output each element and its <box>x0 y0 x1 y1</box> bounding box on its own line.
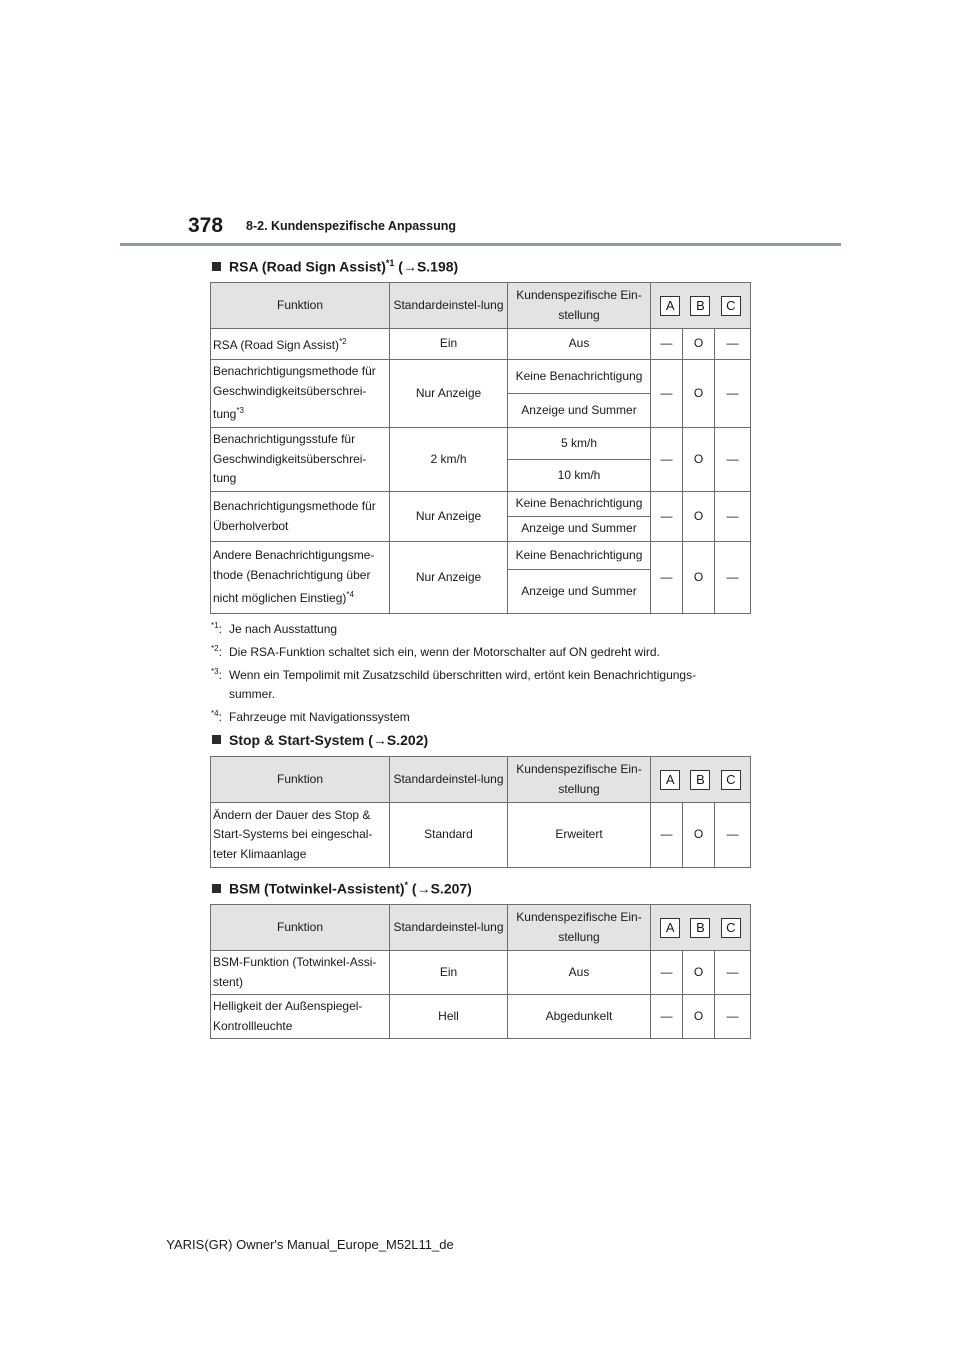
box-a: A <box>660 770 680 790</box>
mark-b: O <box>683 360 715 428</box>
table-rsa <box>210 282 751 614</box>
footnote-2: $^{*2}$: Die RSA-Funktion schaltet sich ein, wenn der Motorschalter auf ON gedreht wird. <box>211 644 660 659</box>
table-row <box>211 803 751 868</box>
square-bullet-icon <box>212 884 221 893</box>
func-cell: Benachrichtigungsmethode für Überholverbot <box>211 492 390 542</box>
option-cell: Keine Benachrichtigung <box>508 542 651 570</box>
square-bullet-icon <box>212 262 221 271</box>
box-c: C <box>721 918 741 938</box>
col-header-funktion: Funktion <box>211 905 390 951</box>
mark-c: — <box>715 542 751 614</box>
box-a: A <box>660 296 680 316</box>
box-c: C <box>721 296 741 316</box>
mark-c: — <box>715 995 751 1039</box>
box-a: A <box>660 918 680 938</box>
table-bsm <box>210 904 751 1039</box>
func-cell: RSA (Road Sign Assist)$^{*2}$ <box>211 329 390 360</box>
mark-b: O <box>683 329 715 360</box>
default-cell: Nur Anzeige <box>390 492 508 542</box>
table-row <box>211 329 751 360</box>
option-cell: Keine Benachrichtigung <box>508 492 651 517</box>
mark-a: — <box>651 428 683 492</box>
option-cell: Erweitert <box>508 803 651 868</box>
section-title-stop-start: Stop & Start-System (→S.202) <box>212 732 428 748</box>
abc-boxes <box>651 296 750 316</box>
default-cell: Ein <box>390 329 508 360</box>
default-cell: Hell <box>390 995 508 1039</box>
col-header-funktion: Funktion <box>211 757 390 803</box>
mark-c: — <box>715 951 751 995</box>
header-divider <box>120 243 841 246</box>
col-header-custom: Kundenspezifische Ein-stellung <box>508 905 651 951</box>
mark-b: O <box>683 995 715 1039</box>
box-b: B <box>690 918 710 938</box>
option-cell: Abgedunkelt <box>508 995 651 1039</box>
mark-a: — <box>651 360 683 428</box>
option-cell: 5 km/h <box>508 428 651 460</box>
mark-a: — <box>651 951 683 995</box>
option-cell: Keine Benachrichtigung <box>508 360 651 394</box>
box-c: C <box>721 770 741 790</box>
section-title-bsm: BSM (Totwinkel-Assistent)* (→S.207) <box>212 880 472 897</box>
table-row <box>211 360 751 394</box>
option-cell: 10 km/h <box>508 460 651 492</box>
square-bullet-icon <box>212 735 221 744</box>
col-header-custom: Kundenspezifische Ein-stellung <box>508 283 651 329</box>
box-b: B <box>690 770 710 790</box>
box-b: B <box>690 296 710 316</box>
mark-c: — <box>715 428 751 492</box>
func-cell: Helligkeit der Außenspiegel-Kontrollleuchte <box>211 995 390 1039</box>
footnote-4: $^{*4}$: Fahrzeuge mit Navigationssystem <box>211 709 410 724</box>
table-row <box>211 995 751 1039</box>
default-cell: Nur Anzeige <box>390 542 508 614</box>
default-cell: 2 km/h <box>390 428 508 492</box>
option-cell: Aus <box>508 951 651 995</box>
option-cell: Aus <box>508 329 651 360</box>
col-header-funktion: Funktion <box>211 283 390 329</box>
mark-c: — <box>715 329 751 360</box>
option-cell: Anzeige und Summer <box>508 517 651 542</box>
table-row <box>211 542 751 570</box>
mark-a: — <box>651 542 683 614</box>
footnote-3: $^{*3}$: Wenn ein Tempolimit mit Zusatzschild überschritten wird, ertönt kein Benachrichtigungs- summer. <box>211 667 697 701</box>
mark-a: — <box>651 995 683 1039</box>
section-title-rsa: RSA (Road Sign Assist)$^{*1}$ (→S.198) <box>212 258 458 275</box>
mark-a: — <box>651 803 683 868</box>
mark-c: — <box>715 492 751 542</box>
mark-b: O <box>683 492 715 542</box>
mark-b: O <box>683 542 715 614</box>
mark-c: — <box>715 360 751 428</box>
func-cell: BSM-Funktion (Totwinkel-Assi-stent) <box>211 951 390 995</box>
col-header-standard: Standardeinstel-lung <box>390 283 508 329</box>
table-row <box>211 428 751 460</box>
mark-b: O <box>683 428 715 492</box>
mark-b: O <box>683 803 715 868</box>
mark-c: — <box>715 803 751 868</box>
table-header-row <box>211 757 751 803</box>
abc-boxes <box>651 770 750 790</box>
default-cell: Nur Anzeige <box>390 360 508 428</box>
option-cell: Anzeige und Summer <box>508 570 651 614</box>
func-cell: Ändern der Dauer des Stop & Start-Systems bei eingeschal-teter Klimaanlage <box>211 803 390 868</box>
func-cell: Benachrichtigungsstufe für Geschwindigkeitsüberschrei-tung <box>211 428 390 492</box>
table-header-row <box>211 905 751 951</box>
col-header-standard: Standardeinstel-lung <box>390 757 508 803</box>
mark-a: — <box>651 492 683 542</box>
page-number: 378 <box>188 214 224 237</box>
footer-manual-id: YARIS(GR) Owner's Manual_Europe_M52L11_de <box>166 1237 454 1252</box>
default-cell: Standard <box>390 803 508 868</box>
table-stop-start <box>210 756 751 868</box>
default-cell: Ein <box>390 951 508 995</box>
func-cell: Andere Benachrichtigungsme-thode (Benachrichtigung über nicht möglichen Einstieg)$^{*4}$ <box>211 542 390 614</box>
mark-a: — <box>651 329 683 360</box>
table-row <box>211 951 751 995</box>
col-header-custom: Kundenspezifische Ein-stellung <box>508 757 651 803</box>
mark-b: O <box>683 951 715 995</box>
table-row <box>211 492 751 517</box>
abc-boxes <box>651 918 750 938</box>
col-header-standard: Standardeinstel-lung <box>390 905 508 951</box>
footnote-1: $^{*1}$: Je nach Ausstattung <box>211 621 338 636</box>
chapter-title: 8-2. Kundenspezifische Anpassung <box>246 219 456 233</box>
table-header-row <box>211 283 751 329</box>
func-cell: Benachrichtigungsmethode für Geschwindigkeitsüberschrei-tung$^{*3}$ <box>211 360 390 428</box>
option-cell: Anzeige und Summer <box>508 394 651 428</box>
